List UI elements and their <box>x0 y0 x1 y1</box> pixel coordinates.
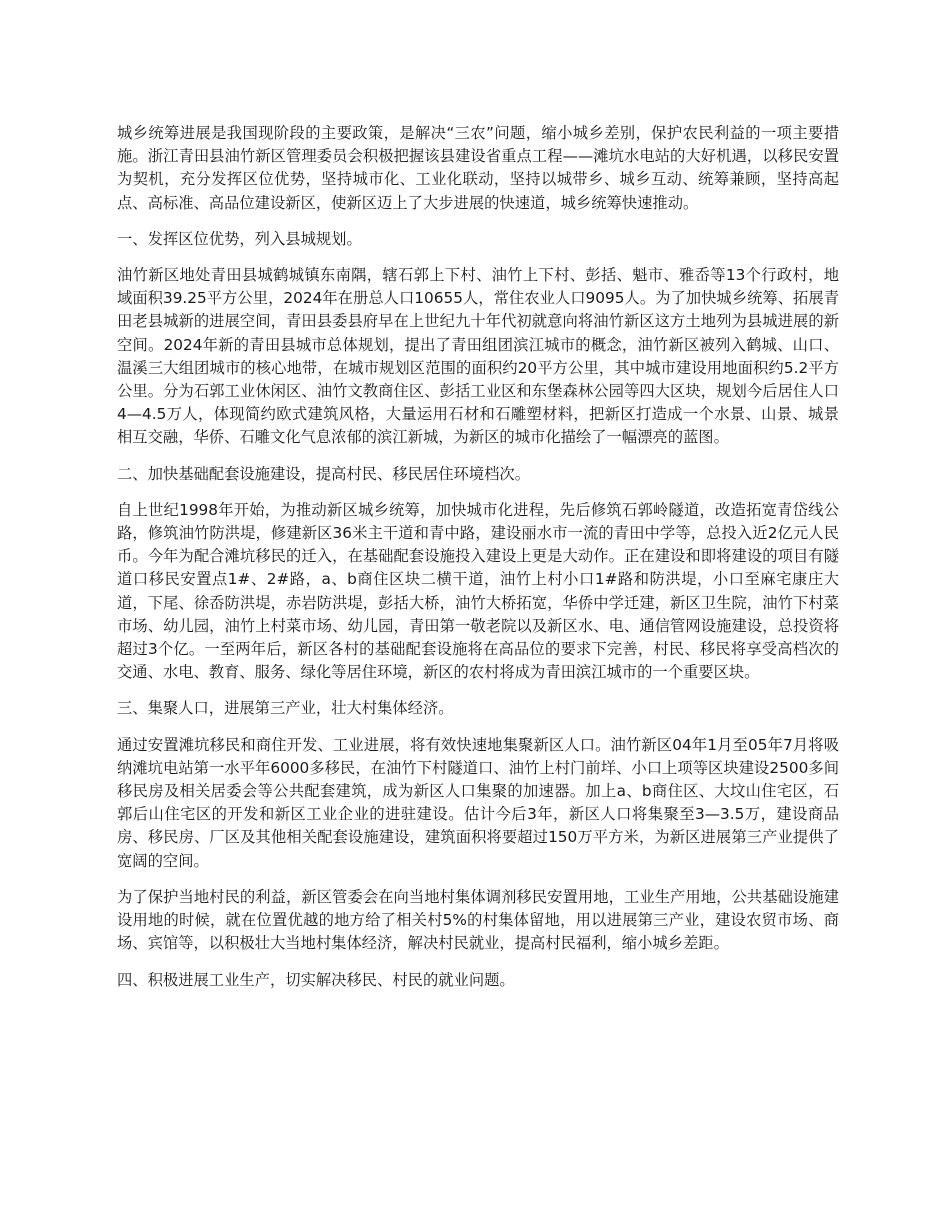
section-heading-3: 三、集聚人口，进展第三产业，壮大村集体经济。 <box>117 699 454 718</box>
section-heading-1: 一、发挥区位优势，列入县城规划。 <box>117 229 362 248</box>
document-body <box>117 122 839 1005</box>
section-heading-4: 四、积极进展工业生产，切实解决移民、村民的就业问题。 <box>117 970 515 989</box>
intro-paragraph: 城乡统筹进展是我国现阶段的主要政策，是解决“三农”问题，缩小城乡差别，保护农民利益的一项主要措施。浙江青田县油竹新区管理委员会积极把握该县建设省重点工程——滩坑水电站的大好机遇，以移民安置为契机，充分发挥区位优势，坚持城市化、工业化联动，坚持以城带乡、城乡互动、统筹兼顾，坚持高起点、高标准、高品位建设新区，使新区迈上了大步进展的快速道，城乡统筹快速推动。 <box>117 124 839 212</box>
section-3-paragraph-1: 通过安置滩坑移民和商住开发、工业进展，将有效快速地集聚新区人口。油竹新区04年1月至05年7月将吸纳滩坑电站第一水平年6000多移民，在油竹下村隧道口、油竹上村门前垟、小口上项等区块建设2500多间移民房及相关居委会等公共配套建筑，成为新区人口集聚的加速器。加上a、b商住区、大坟山住宅区，石郭后山住宅区的开发和新区工业企业的进驻建设。估计今后3年，新区人口将集聚至3—3.5万，建设商品房、移民房、厂区及其他相关配套设施建设，建筑面积将要超过150万平方米，为新区进展第三产业提供了宽阔的空间。 <box>117 735 839 870</box>
section-heading-2: 二、加快基础配套设施建设，提高村民、移民居住环境档次。 <box>117 464 531 483</box>
section-3-paragraph-2: 为了保护当地村民的利益，新区管委会在向当地村集体调剂移民安置用地，工业生产用地，公共基础设施建设用地的时候，就在位置优越的地方给了相关村5%的村集体留地，用以进展第三产业，建设农贸市场、商场、宾馆等，以积极壮大当地村集体经济，解决村民就业，提高村民福利，缩小城乡差距。 <box>117 887 839 953</box>
section-1-paragraph: 油竹新区地处青田县城鹤城镇东南隅，辖石郭上下村、油竹上下村、彭括、魁市、雅岙等13个行政村，地域面积39.25平方公里，2024年在册总人口10655人，常住农业人口9095人。为了加快城乡统筹、拓展青田老县城新的进展空间，青田县委县府早在上世纪九十年代初就意向将油竹新区这方土地列为县城进展的新空间。2024年新的青田县城市总体规划，提出了青田组团滨江城市的概念，油竹新区被列入鹤城、山口、温溪三大组团城市的核心地带，在城市规划区范围的面积约20平方公里，其中城市建设用地面积约5.2平方公里。分为石郭工业休闲区、油竹文教商住区、彭括工业区和东堡森林公园等四大区块，规划今后居住人口4—4.5万人，体现简约欧式建筑风格，大量运用石材和石雕塑材料，把新区打造成一个水景、山景、城景相互交融，华侨、石雕文化气息浓郁的滨江新城，为新区的城市化描绘了一幅漂亮的蓝图。 <box>117 266 839 447</box>
section-2-paragraph: 自上世纪1998年开始，为推动新区城乡统筹，加快城市化进程，先后修筑石郭岭隧道，改造拓宽青岱线公路，修筑油竹防洪堤，修建新区36米主干道和青中路，建设丽水市一流的青田中学等，总投入近2亿元人民币。今年为配合滩坑移民的迁入，在基础配套设施投入建设上更是大动作。正在建设和即将建设的项目有隧道口移民安置点1#、2#路，a、b商住区块二横干道，油竹上村小口1#路和防洪堤，小口至麻宅康庄大道，下尾、徐岙防洪堤，赤岩防洪堤，彭括大桥，油竹大桥拓宽，华侨中学迁建，新区卫生院，油竹下村菜市场、幼儿园，油竹上村菜市场、幼儿园，青田第一敬老院以及新区水、电、通信管网设施建设，总投资将超过3个亿。一至两年后，新区各村的基础配套设施将在高品位的要求下完善，村民、移民将享受高档次的交通、水电、教育、服务、绿化等居住环境，新区的农村将成为青田滨江城市的一个重要区块。 <box>117 500 839 682</box>
